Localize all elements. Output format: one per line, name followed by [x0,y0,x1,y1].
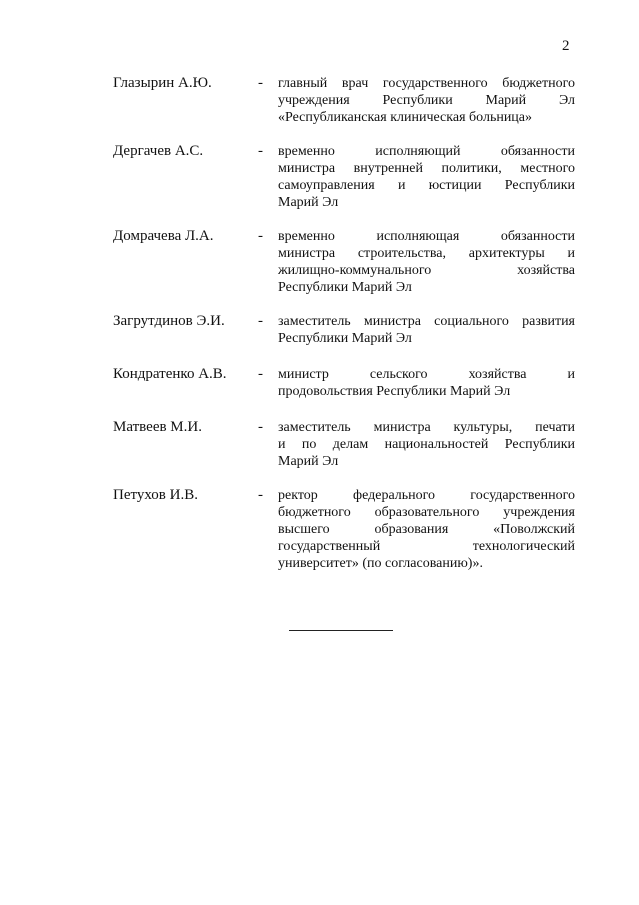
position-line: временно исполняющая обязанности [278,229,575,244]
member-position [278,228,575,296]
position-line: главный врач государственного бюджетного [278,76,575,91]
position-line: университет» (по согласованию)». [278,556,483,571]
member-position [278,75,575,126]
end-divider [289,630,393,631]
position-line: временно исполняющий обязанности [278,144,575,159]
position-line: самоуправления и юстиции Республики [278,178,575,193]
member-name: Домрачева Л.А. [113,228,214,244]
position-line: Марий Эл [278,454,339,469]
dash-separator: - [258,313,263,329]
list-item [0,313,639,347]
position-line: министра строительства, архитектуры и [278,246,575,261]
position-line: жилищно-коммунального хозяйства [278,263,575,278]
position-line: продовольствия Республики Марий Эл [278,384,511,399]
position-line: государственный технологический [278,539,575,554]
member-name: Загрутдинов Э.И. [113,313,225,329]
position-line: Марий Эл [278,195,339,210]
position-line: учреждения Республики Марий Эл [278,93,575,108]
position-line: заместитель министра культуры, печати [278,420,575,435]
position-line: министра внутренней политики, местного [278,161,575,176]
position-line: Республики Марий Эл [278,331,412,346]
list-item [0,419,639,470]
page-number: 2 [562,38,570,54]
position-line: «Республиканская клиническая больница» [278,110,533,125]
dash-separator: - [258,487,263,503]
member-name: Дергачев А.С. [113,143,204,159]
position-line: бюджетного образовательного учреждения [278,505,575,520]
list-item [0,228,639,296]
member-position [278,143,575,211]
position-line: ректор федерального государственного [278,488,575,503]
member-name: Матвеев М.И. [113,419,202,435]
member-position [278,487,575,572]
dash-separator: - [258,419,263,435]
position-line: Республики Марий Эл [278,280,412,295]
list-item [0,75,639,126]
member-name: Глазырин А.Ю. [113,75,212,91]
dash-separator: - [258,75,263,91]
list-item [0,487,639,572]
member-name: Петухов И.В. [113,487,198,503]
list-item [0,366,639,400]
member-position [278,313,575,347]
position-line: и по делам национальностей Республики [278,437,575,452]
position-line: высшего образования «Поволжский [278,522,575,537]
dash-separator: - [258,366,263,382]
member-position [278,419,575,470]
position-line: министр сельского хозяйства и [278,367,575,382]
member-name: Кондратенко А.В. [113,366,227,382]
dash-separator: - [258,228,263,244]
member-position [278,366,575,400]
position-line: заместитель министра социального развития [278,314,575,329]
members-list [0,75,639,572]
dash-separator: - [258,143,263,159]
list-item [0,143,639,211]
